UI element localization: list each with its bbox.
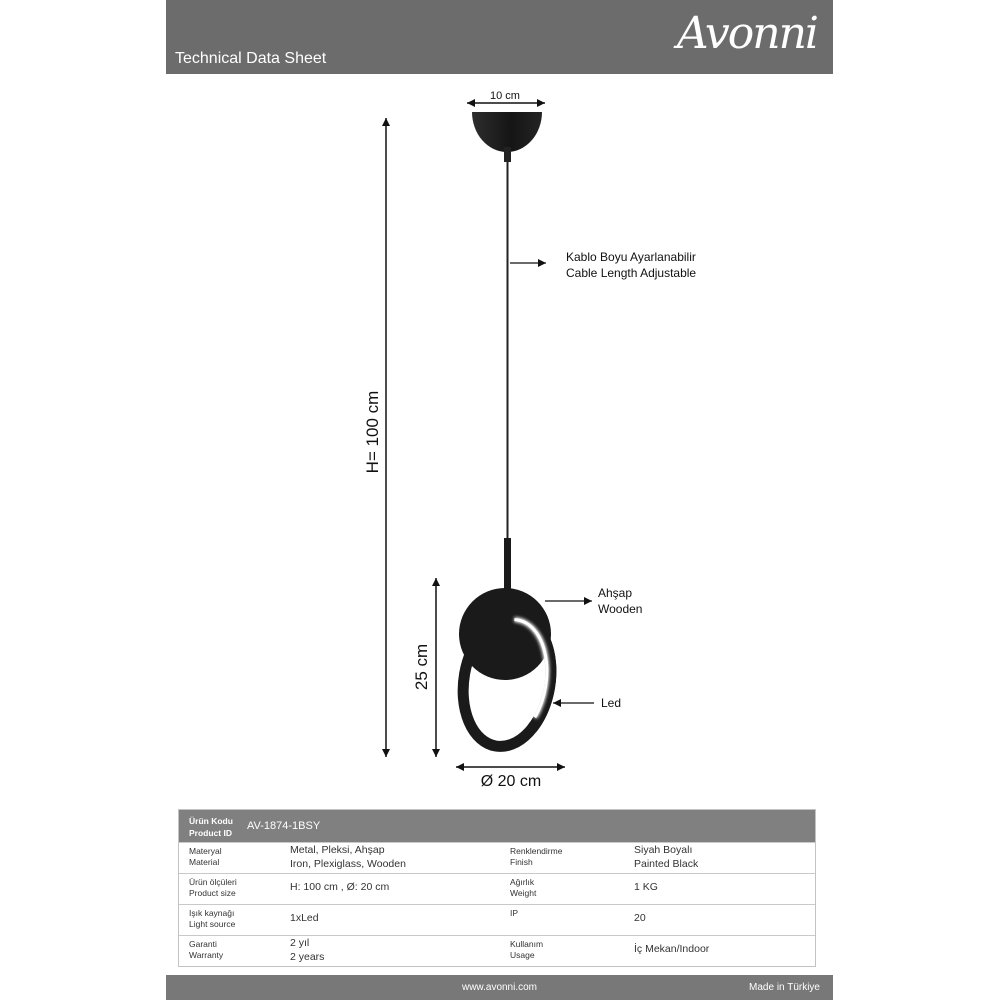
product-id-label (189, 815, 233, 839)
spec-table (178, 809, 816, 967)
size-value: H: 100 cm , Ø: 20 cm (290, 881, 390, 893)
warranty-value-tr: 2 yıl (290, 937, 310, 949)
weight-label-tr: Ağırlık (510, 877, 535, 887)
size-label (189, 877, 237, 899)
product-id-value: AV-1874-1BSY (247, 820, 321, 832)
finish-label-tr: Renklendirme (510, 846, 563, 856)
material-label-tr: Materyal (189, 846, 222, 856)
wood-note-tr: Ahşap (598, 586, 633, 600)
canopy-width-label: 10 cm (490, 90, 520, 102)
warranty-label-tr: Garanti (189, 939, 217, 949)
ceiling-canopy (472, 112, 542, 152)
ip-label (510, 908, 518, 919)
ip-label-text: IP (510, 908, 519, 918)
brand-logo: Avonni (676, 8, 817, 59)
material-label-en: Material (189, 857, 220, 867)
height-label: H= 100 cm (363, 390, 382, 474)
finish-label-en: Finish (510, 857, 533, 867)
material-value-tr: Metal, Pleksi, Ahşap (290, 844, 385, 856)
canopy-connector (504, 147, 511, 162)
finish-value-en: Painted Black (634, 858, 699, 870)
weight-label-en: Weight (510, 888, 537, 898)
size-label-tr: Ürün ölçüleri (189, 877, 237, 887)
material-value (290, 843, 406, 871)
finish-value-tr: Siyah Boyalı (634, 844, 693, 856)
finish-value (634, 843, 698, 871)
wood-note-en: Wooden (598, 602, 643, 616)
warranty-label-en: Warranty (189, 950, 224, 960)
diameter-label: Ø 20 cm (480, 773, 542, 790)
material-value-en: Iron, Plexiglass, Wooden (290, 858, 406, 870)
spec-row-light-source (179, 904, 815, 935)
website-link[interactable]: www.avonni.com (461, 982, 538, 993)
size-label-en: Product size (189, 888, 236, 898)
usage-label-en: Usage (510, 950, 535, 960)
technical-drawing (166, 74, 833, 804)
usage-label (510, 939, 543, 961)
spec-row-warranty (179, 935, 815, 966)
light-source-label-en: Light source (189, 919, 236, 929)
led-note: Led (601, 696, 622, 710)
fixture-height-label: 25 cm (412, 643, 431, 691)
product-id-label-tr: Ürün Kodu (189, 816, 233, 826)
cable-note-tr: Kablo Boyu Ayarlanabilir (566, 250, 696, 264)
header-bar (166, 0, 833, 74)
usage-value: İç Mekan/Indoor (634, 943, 710, 955)
finish-label (510, 846, 562, 868)
spec-row-material (179, 842, 815, 873)
light-source-value: 1xLed (290, 912, 319, 924)
cable-note-en: Cable Length Adjustable (566, 266, 697, 280)
material-label (189, 846, 222, 868)
cable-sleeve (504, 538, 511, 590)
warranty-value (290, 936, 324, 964)
weight-label (510, 877, 536, 899)
page-title: Technical Data Sheet (175, 50, 327, 67)
light-source-label (189, 908, 235, 930)
origin-label: Made in Türkiye (749, 982, 820, 993)
light-source-label-tr: Işık kaynağı (189, 908, 235, 918)
weight-value: 1 KG (634, 881, 658, 893)
spec-row-size (179, 873, 815, 904)
footer-bar (166, 975, 833, 1000)
warranty-value-en: 2 years (290, 951, 325, 963)
usage-label-tr: Kullanım (510, 939, 544, 949)
product-id-row (179, 810, 815, 842)
product-id-label-en: Product ID (189, 828, 232, 838)
warranty-label (189, 939, 223, 961)
ip-value: 20 (634, 912, 646, 924)
